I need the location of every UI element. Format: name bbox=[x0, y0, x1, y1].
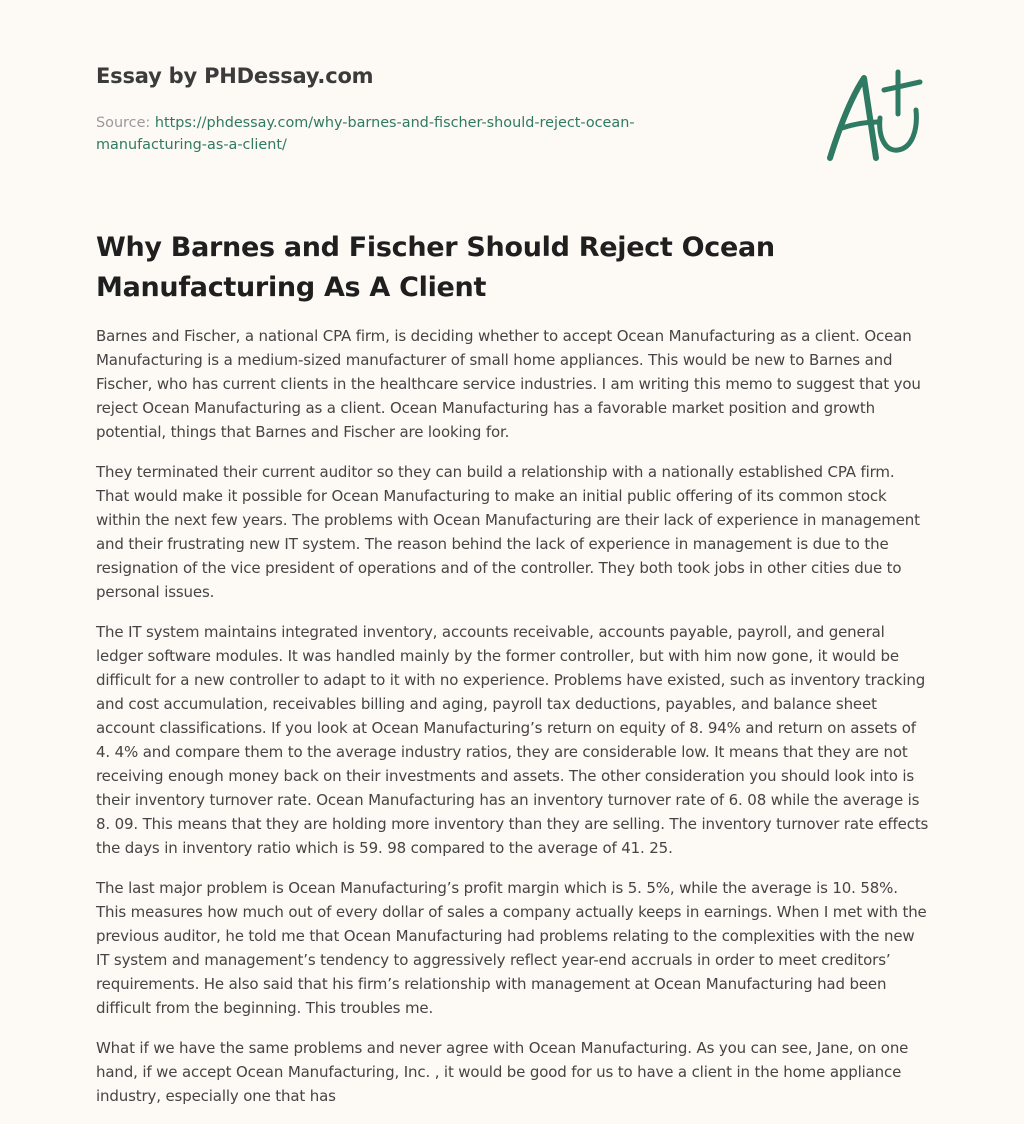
a-plus-grade-icon bbox=[820, 66, 930, 166]
source-line bbox=[96, 112, 716, 156]
paragraph: The last major problem is Ocean Manufacturing’s profit margin which is 5. 5%, while the average is 10. 58%. This measures how much out of every dollar of sales a company actually keeps in earnings. When I met with the previous auditor, he told me that Ocean Manufacturing had problems relating to the complexities with the new IT system and management’s tendency to aggressively reflect year-end accruals in order to meet creditors’ requirements. He also said that his firm’s relationship with management at Ocean Manufacturing had been difficult from the beginning. This troubles me. bbox=[96, 879, 927, 1017]
page-title: Why Barnes and Fischer Should Reject Ocean Manufacturing As A Client bbox=[96, 232, 775, 303]
source-label: Source: bbox=[96, 115, 151, 131]
paragraph: The IT system maintains integrated inventory, accounts receivable, accounts payable, payroll, and general ledger software modules. It was handled mainly by the former controller, but with him now gone, it would be difficult for a new controller to adapt to it with no experience. Problems have existed, such as inventory tracking and cost accumulation, receivables billing and aging, payroll tax deductions, payables, and balance sheet account classifications. If you look at Ocean Manufacturing’s return on equity of 8. 94% and return on assets of 4. 4% and compare them to the average industry ratios, they are considerable low. It means that they are not receiving enough money back on their investments and assets. The other consideration you should look into is their inventory turnover rate. Ocean Manufacturing has an inventory turnover rate of 6. 08 while the average is 8. 09. This means that they are holding more inventory than they are selling. The inventory turnover rate effects the days in inventory ratio which is 59. 98 compared to the average of 41. 25. bbox=[96, 623, 929, 857]
article-body bbox=[96, 324, 932, 1124]
source-link[interactable]: https://phdessay.com/why-barnes-and-fischer-should-reject-ocean-manufacturing-as-a-client/ bbox=[96, 115, 635, 153]
site-title: Essay by PHDessay.com bbox=[96, 64, 374, 88]
paragraph: What if we have the same problems and never agree with Ocean Manufacturing. As you can see, Jane, on one hand, if we accept Ocean Manufacturing, Inc. , it would be good for us to have a client in the home appliance industry, especially one that has bbox=[96, 1039, 909, 1105]
paragraph: They terminated their current auditor so they can build a relationship with a nationally established CPA firm. That would make it possible for Ocean Manufacturing to make an initial public offering of its common stock within the next few years. The problems with Ocean Manufacturing are their lack of experience in management and their frustrating new IT system. The reason behind the lack of experience in management is due to the resignation of the vice president of operations and of the controller. They both took jobs in other cities due to personal issues. bbox=[96, 463, 920, 601]
paragraph: Barnes and Fischer, a national CPA firm, is deciding whether to accept Ocean Manufacturing as a client. Ocean Manufacturing is a medium-sized manufacturer of small home appliances. This would be new to Barnes and Fischer, who has current clients in the healthcare service industries. I am writing this memo to suggest that you reject Ocean Manufacturing as a client. Ocean Manufacturing has a favorable market position and growth potential, things that Barnes and Fischer are looking for. bbox=[96, 327, 921, 441]
a-plus-logo-graphic bbox=[820, 66, 930, 166]
